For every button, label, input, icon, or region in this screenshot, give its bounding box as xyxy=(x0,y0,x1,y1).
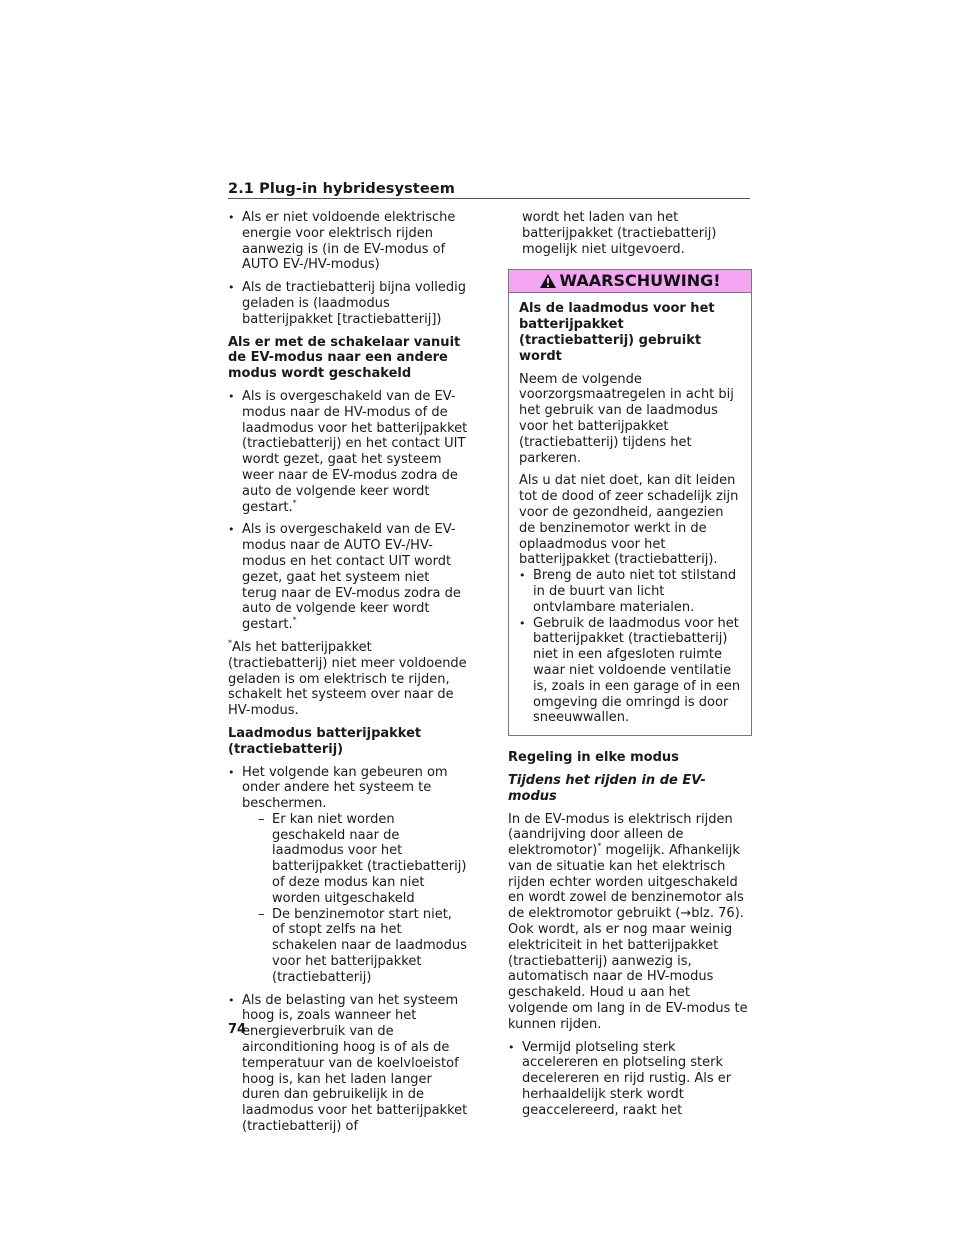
warning-heading: Als de laadmodus voor het batterijpakket (tractiebatterij) gebruikt wordt xyxy=(519,301,715,364)
left-column xyxy=(228,210,468,1142)
section-heading: Als er met de schakelaar vanuit de EV-modus naar een andere modus wordt geschakeld xyxy=(228,334,461,382)
footnote-marker: * xyxy=(228,638,232,648)
section-heading: Regeling in elke modus xyxy=(508,750,679,766)
body-paragraph xyxy=(508,812,752,1033)
bullet-list xyxy=(228,765,468,1135)
list-item: • Als de belasting van het systeem hoog is, zoals wanneer het energieverbruik van de airconditioning hoog is of als de temperatuur van de koelvloeistof hoog is, kan het laden langer duren dan gebruikelijk in de laadmodus voor het batterijpakket (tractiebatterij) of xyxy=(228,993,468,1135)
list-item xyxy=(228,522,468,633)
list-item: • Breng de auto niet tot stilstand in de buurt van licht ontvlambare materialen. xyxy=(519,568,741,615)
list-item: • Als de tractiebatterij bijna volledig geladen is (laadmodus batterijpakket [tractiebatterij]) xyxy=(228,280,468,327)
dash-item: – Er kan niet worden geschakeld naar de laadmodus voor het batterijpakket (tractiebatterij) of deze modus kan niet worden uitgeschakeld xyxy=(258,812,468,907)
list-item-text: Als is overgeschakeld van de EV-modus naar de HV-modus of de laadmodus voor het batterijpakket (tractiebatterij) en het contact UIT wordt gezet, gaat het systeem weer naar de EV-modus zodra de auto de volgende keer wordt gestart. xyxy=(242,388,468,515)
list-item: • Vermijd plotseling sterk accelereren en plotseling sterk decelereren en rijd rustig. Als er herhaaldelijk sterk wordt geaccelereerd, raakt het xyxy=(508,1040,752,1119)
footnote-text: Als het batterijpakket (tractiebatterij) niet meer voldoende geladen is om elektrisch te rijden, schakelt het systeem over naar de HV-modus. xyxy=(228,639,467,719)
subsection-heading: Tijdens het rijden in de EV-modus xyxy=(508,772,706,804)
bullet-list xyxy=(228,389,468,633)
dash-item: – De benzinemotor start niet, of stopt zelfs na het schakelen naar de laadmodus voor het batterijpakket (tractiebatterij) xyxy=(258,907,468,986)
list-item xyxy=(228,389,468,515)
footnote xyxy=(228,640,468,719)
bullet-list xyxy=(508,1040,752,1119)
right-column xyxy=(508,210,752,1126)
warning-bullet-list xyxy=(519,568,741,726)
list-item xyxy=(228,765,468,986)
footnote-marker: * xyxy=(292,615,297,625)
list-item-text: Als is overgeschakeld van de EV-modus naar de AUTO EV-/HV-modus en het contact UIT wordt gezet, gaat het systeem niet terug naar de EV-modus zodra de auto de volgende keer wordt gestart. xyxy=(242,522,461,633)
section-heading: Laadmodus batterijpakket (tractiebatterij) xyxy=(228,725,422,757)
dash-list xyxy=(242,812,468,986)
list-item: • Gebruik de laadmodus voor het batterijpakket (tractiebatterij) niet in een afgesloten ruimte waar niet voldoende ventilatie is, zoals in een garage of in een omgeving die omringd is door sneeuwwallen. xyxy=(519,616,741,727)
warning-title: WAARSCHUWING! xyxy=(559,271,721,291)
header-divider xyxy=(228,198,750,199)
footnote-marker: * xyxy=(292,498,297,508)
paragraph-text: mogelijk. Afhankelijk van de situatie kan het elektrisch rijden echter worden uitgeschakeld en wordt zowel de benzinemotor als de elektromotor gebruikt (→blz. 76). Ook wordt, als er nog maar weinig elektriciteit in het batterijpakket (tractiebatterij) aanwezig is, automatisch naar de HV-modus geschakeld. Houd u aan het volgende om lang in de EV-modus te kunnen rijden. xyxy=(508,843,748,1032)
warning-paragraph: Als u dat niet doet, kan dit leiden tot de dood of zeer schadelijk zijn voor de gezondheid, aangezien de benzinemotor werkt in de oplaadmodus voor het batterijpakket (tractiebatterij). xyxy=(519,473,739,568)
continuation-text: wordt het laden van het batterijpakket (tractiebatterij) mogelijk niet uitgevoerd. xyxy=(522,210,717,257)
section-header xyxy=(228,178,750,197)
warning-triangle-icon xyxy=(539,273,557,289)
warning-body xyxy=(509,293,751,735)
warning-header xyxy=(509,270,751,293)
footnote-marker: * xyxy=(597,841,602,851)
warning-box xyxy=(508,269,752,736)
paragraph-text: In de EV-modus is elektrisch rijden (aandrijving door alleen de elektromotor) xyxy=(508,811,733,859)
list-item: • Als er niet voldoende elektrische energie voor elektrisch rijden aanwezig is (in de EV-modus of AUTO EV-/HV-modus) xyxy=(228,210,468,273)
section-title: 2.1 Plug-in hybridesysteem xyxy=(228,181,455,197)
list-item-text: Het volgende kan gebeuren om onder andere het systeem te beschermen. xyxy=(242,764,448,812)
page-number: 74 xyxy=(228,1022,247,1037)
warning-paragraph: Neem de volgende voorzorgsmaatregelen in acht bij het gebruik van de laadmodus voor het batterijpakket (tractiebatterij) tijdens het parkeren. xyxy=(519,371,734,466)
bullet-list xyxy=(228,210,468,328)
